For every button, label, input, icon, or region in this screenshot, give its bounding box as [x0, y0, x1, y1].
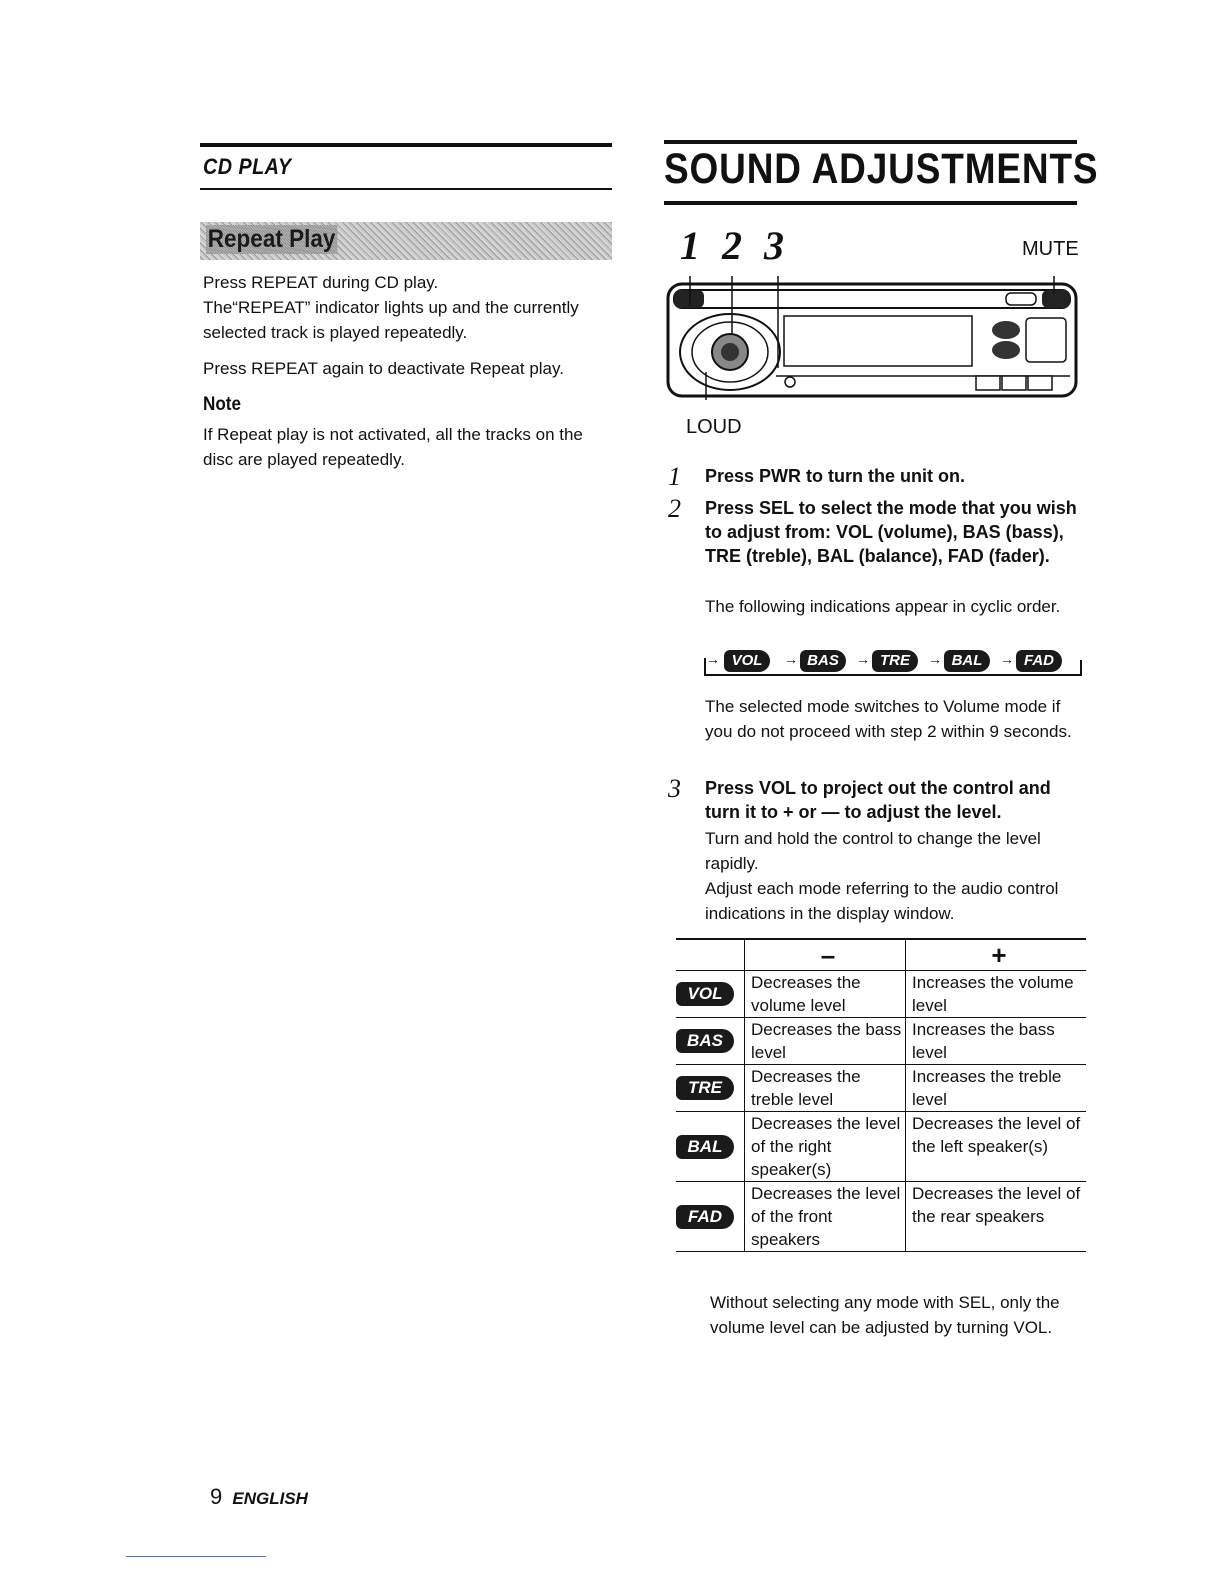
table-row [676, 1018, 1086, 1065]
repeat-deactivate-text: Press REPEAT again to deactivate Repeat play. [203, 359, 564, 378]
table-cell: Increases the volume level [906, 971, 1087, 1018]
title-rule [664, 201, 1077, 205]
diagram-step-numbers: 1 2 3 [680, 223, 790, 268]
section-title: CD PLAY [203, 154, 292, 179]
cycle-bal-chip: BAL [944, 650, 990, 672]
mode-cycle-diagram [702, 648, 1082, 682]
cycle-fad-chip: FAD [1016, 650, 1062, 672]
cycle-vol-chip: VOL [724, 650, 770, 672]
step-text: Press SEL to select the mode that you wish to adjust from: VOL (volume), BAS (bass), TRE (treble), BAL (balance), FAD (fader). [705, 498, 1077, 566]
language-label: ENGLISH [232, 1489, 308, 1508]
repeat-instructions: Press REPEAT during CD play. The“REPEAT” indicator lights up and the currently selected track is played repeatedly. [203, 273, 579, 342]
note-heading: Note [203, 394, 242, 415]
repeat-play-banner [200, 222, 612, 260]
step-detail: The following indications appear in cyclic order. [705, 597, 1061, 616]
head-unit-diagram [666, 276, 1078, 400]
page-title: SOUND ADJUSTMENTS [664, 145, 1099, 193]
step-2 [668, 496, 1088, 646]
table-cell: Decreases the bass level [745, 1018, 906, 1065]
table-cell: Decreases the level of the front speakers [745, 1182, 906, 1252]
step-text: Press VOL to project out the control and turn it to + or — to adjust the level. [705, 778, 1051, 822]
page-number: 9 [210, 1484, 223, 1509]
table-header-minus: – [745, 939, 906, 971]
step-number: 1 [668, 462, 681, 491]
repeat-play-heading: Repeat Play [207, 225, 336, 253]
step-2-note [668, 694, 1088, 774]
cycle-arrow-icon: → [706, 651, 720, 667]
table-row [676, 1065, 1086, 1112]
cycle-arrow-icon: → [928, 651, 942, 667]
bas-chip: BAS [676, 1029, 734, 1053]
vol-chip: VOL [676, 982, 734, 1006]
bottom-link-line [126, 1556, 266, 1557]
top-rule-left [200, 143, 612, 147]
cycle-return-line [704, 674, 1082, 676]
table-cell: Decreases the volume level [745, 971, 906, 1018]
cycle-bas-chip: BAS [800, 650, 846, 672]
cycle-arrow-icon: → [856, 651, 870, 667]
cycle-arrow-icon: → [1000, 651, 1014, 667]
top-rule-right [664, 140, 1077, 144]
table-cell: Increases the bass level [906, 1018, 1087, 1065]
note-text: If Repeat play is not activated, all the tracks on the disc are played repeatedly. [203, 425, 583, 469]
step-number: 2 [668, 494, 681, 523]
footnote: Without selecting any mode with SEL, only the volume level can be adjusted by turning VOL. [710, 1293, 1060, 1337]
table-header-plus: + [906, 939, 1087, 971]
table-header-row [676, 939, 1086, 971]
table-cell: Decreases the level of the right speaker(s) [745, 1112, 906, 1182]
bal-chip: BAL [676, 1135, 734, 1159]
mute-label: MUTE [1022, 238, 1079, 260]
table-cell: Decreases the treble level [745, 1065, 906, 1112]
loud-label: LOUD [686, 416, 742, 438]
audio-control-table [676, 938, 1086, 1252]
table-cell: Increases the treble level [906, 1065, 1087, 1112]
table-cell: Decreases the level of the left speaker(s) [906, 1112, 1087, 1182]
section-rule [200, 188, 612, 190]
tre-chip: TRE [676, 1076, 734, 1100]
table-row [676, 1182, 1086, 1252]
step-3 [668, 776, 1088, 926]
cycle-arrow-icon: → [784, 651, 798, 667]
cycle-tre-chip: TRE [872, 650, 918, 672]
table-row [676, 1112, 1086, 1182]
step-text: Press PWR to turn the unit on. [705, 466, 965, 486]
step-detail: The selected mode switches to Volume mode if you do not proceed with step 2 within 9 seconds. [705, 697, 1072, 741]
step-number: 3 [668, 774, 681, 803]
table-cell: Decreases the level of the rear speakers [906, 1182, 1087, 1252]
fad-chip: FAD [676, 1205, 734, 1229]
table-header-blank [676, 939, 745, 971]
step-detail: Turn and hold the control to change the level rapidly. Adjust each mode referring to the audio control indications in the display window. [705, 829, 1059, 923]
step-1 [668, 464, 1088, 494]
table-row [676, 971, 1086, 1018]
cycle-return-line [1080, 660, 1082, 676]
page-footer [210, 1484, 308, 1510]
